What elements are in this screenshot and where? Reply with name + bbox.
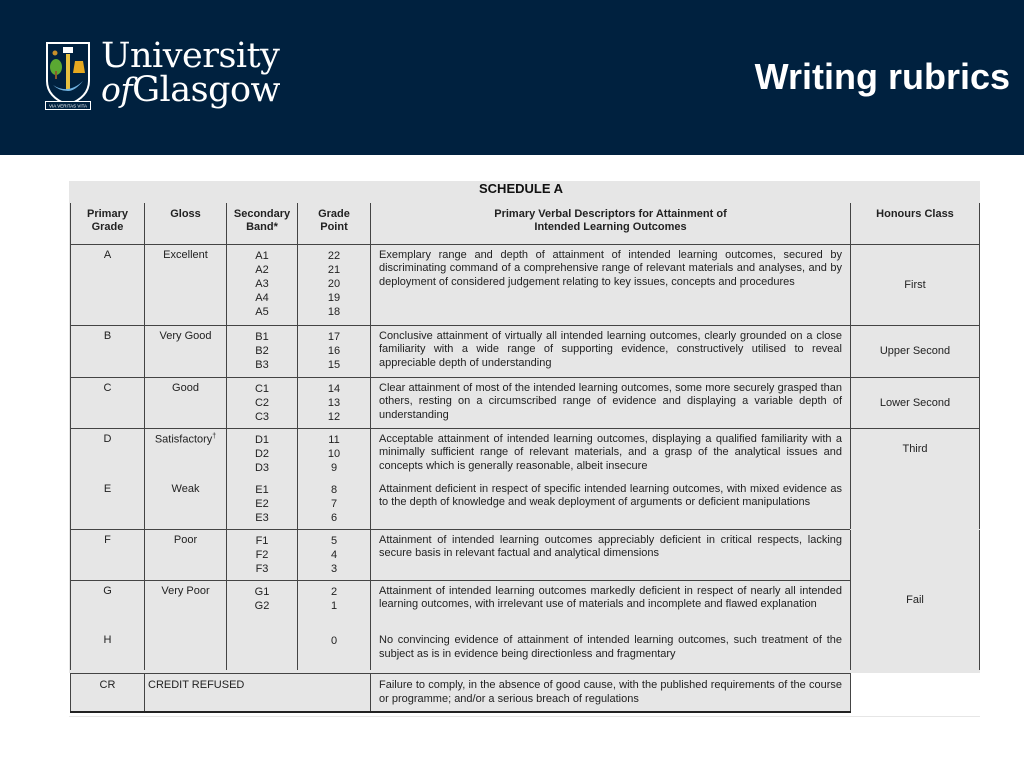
- table-row: [71, 325, 980, 377]
- gloss: Very Good: [145, 325, 227, 377]
- grade-point: 14 13 12: [298, 377, 371, 428]
- page-title: Writing rubrics: [754, 56, 1010, 97]
- descriptor: Conclusive attainment of virtually all intended learning outcomes, clearly grounded on a close familiarity with a wide range of supporting evidence, constructively utilised to reveal appreciable depth of understanding: [371, 325, 851, 377]
- secondary-band: F1 F2 F3: [227, 529, 298, 580]
- wordmark-of: of: [101, 70, 133, 109]
- grade-point: 22 21 20 19 18: [298, 244, 371, 325]
- header-honours-class: Honours Class: [851, 203, 980, 244]
- header-grade-point: Grade Point: [298, 203, 371, 244]
- descriptor: Attainment deficient in respect of specific intended learning outcomes, with mixed evidence as to the depth of knowledge and weak deployment of arguments or deficient manipulations: [371, 479, 851, 530]
- gloss: Poor: [145, 529, 227, 580]
- descriptor: Exemplary range and depth of attainment of intended learning outcomes, secured by discriminating command of a comprehensive range of relevant materials and analyses, and by deployment of considered judgement relating to key issues, concepts and procedures: [371, 244, 851, 325]
- grade-point: 11 10 9: [298, 428, 371, 479]
- credit-refused-row: [71, 674, 851, 713]
- gloss: Excellent: [145, 244, 227, 325]
- header-descriptor: Primary Verbal Descriptors for Attainment of Intended Learning Outcomes: [371, 203, 851, 244]
- cr-label: CREDIT REFUSED: [145, 674, 371, 713]
- secondary-band: E1 E2 E3: [227, 479, 298, 530]
- grade-point: 8 7 6: [298, 479, 371, 530]
- primary-grade: F: [71, 529, 145, 580]
- gloss: Weak: [145, 479, 227, 530]
- table-header-row: [71, 203, 980, 244]
- table-row: [71, 428, 980, 479]
- secondary-band: G1 G2: [227, 580, 298, 630]
- gloss: [145, 630, 227, 670]
- descriptor: Attainment of intended learning outcomes markedly deficient in respect of nearly all intended learning outcomes, with irrelevant use of materials and incomplete and flawed explanation: [371, 580, 851, 630]
- grading-rubric-table: [70, 203, 980, 670]
- grade-point: 17 16 15: [298, 325, 371, 377]
- primary-grade: H: [71, 630, 145, 670]
- descriptor: Acceptable attainment of intended learning outcomes, displaying a qualified familiarity with a minimally sufficient range of relevant materials, and a grasp of the analytical issues and concepts which is generally reasonable, albeit insecure: [371, 428, 851, 479]
- grade-point: 2 1: [298, 580, 371, 630]
- svg-text:VIA VERITAS VITA: VIA VERITAS VITA: [48, 103, 88, 109]
- gloss: Good: [145, 377, 227, 428]
- header-gloss: Gloss: [145, 203, 227, 244]
- primary-grade: D: [71, 428, 145, 479]
- wordmark-line2: Glasgow: [132, 70, 281, 110]
- wordmark-line1: University: [101, 36, 280, 76]
- grade-point: 5 4 3: [298, 529, 371, 580]
- table-row: [71, 630, 980, 670]
- honours-class: Upper Second: [851, 325, 980, 377]
- table-row: [71, 580, 980, 630]
- honours-class: Third: [851, 428, 980, 529]
- grade-point: 0: [298, 630, 371, 670]
- cr-code: CR: [71, 674, 145, 713]
- primary-grade: G: [71, 580, 145, 630]
- university-crest-icon: [45, 41, 91, 111]
- primary-grade: A: [71, 244, 145, 325]
- header-secondary-band: Secondary Band*: [227, 203, 298, 244]
- primary-grade: C: [71, 377, 145, 428]
- honours-class: Fail: [851, 529, 980, 670]
- secondary-band: C1 C2 C3: [227, 377, 298, 428]
- cr-descriptor: Failure to comply, in the absence of good cause, with the published requirements of the course or programme; and/or a serious breach of regulations: [371, 674, 851, 713]
- slide-header: [0, 0, 1024, 155]
- table-row: [71, 244, 980, 325]
- schedule-title: SCHEDULE A: [479, 181, 564, 196]
- gloss: Very Poor: [145, 580, 227, 630]
- university-logo: [45, 36, 281, 113]
- schedule-a-document: [69, 181, 980, 673]
- secondary-band: B1 B2 B3: [227, 325, 298, 377]
- table-row: [71, 479, 980, 530]
- table-row: [71, 377, 980, 428]
- descriptor: No convincing evidence of attainment of intended learning outcomes, such treatment of the subject as is in evidence being directionless and fragmentary: [371, 630, 851, 670]
- gloss: Satisfactory†: [145, 428, 227, 479]
- university-wordmark: [101, 36, 281, 110]
- credit-refused-table: [70, 673, 851, 713]
- primary-grade: E: [71, 479, 145, 530]
- honours-class: First: [851, 244, 980, 325]
- header-primary-grade: Primary Grade: [71, 203, 145, 244]
- honours-class: Lower Second: [851, 377, 980, 428]
- dagger-footnote-mark: †: [212, 432, 217, 440]
- primary-grade: B: [71, 325, 145, 377]
- table-row: [71, 529, 980, 580]
- descriptor: Clear attainment of most of the intended learning outcomes, some more securely grasped than others, resting on a circumscribed range of evidence and displaying a variable depth of understanding: [371, 377, 851, 428]
- secondary-band: D1 D2 D3: [227, 428, 298, 479]
- secondary-band: A1 A2 A3 A4 A5: [227, 244, 298, 325]
- bottom-divider: [69, 716, 980, 717]
- descriptor: Attainment of intended learning outcomes appreciably deficient in critical respects, lacking secure basis in relevant factual and analytical dimensions: [371, 529, 851, 580]
- secondary-band: [227, 630, 298, 670]
